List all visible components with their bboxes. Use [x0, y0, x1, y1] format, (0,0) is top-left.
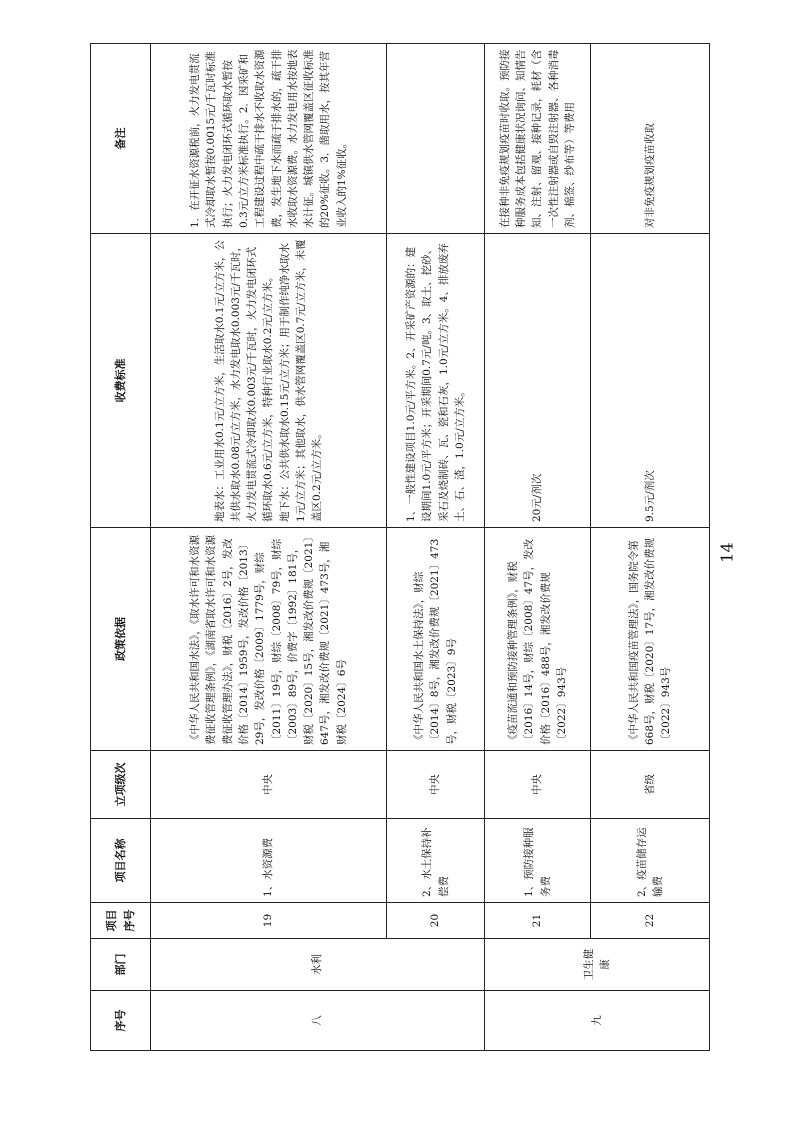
rotated-table-container: [90, 44, 709, 1051]
item-level: 中央: [387, 751, 485, 819]
item-name: 2、疫苗储存运输费: [591, 819, 710, 903]
section-seq: 九: [485, 991, 710, 1051]
item-basis: 《中华人民共和国疫苗管理法》，国务院令第668号，财税〔2020〕17号，湘发改价费规〔2022〕943号: [591, 528, 710, 751]
item-name: 2、水土保持补偿费: [387, 819, 485, 903]
item-standard: [591, 234, 710, 528]
header-item-no: 项目序号: [91, 903, 151, 939]
table-row: [485, 44, 591, 1051]
item-remark: 对非免疫规划疫苗收取: [591, 44, 710, 234]
fee-table: [90, 43, 710, 1051]
table-row: [387, 44, 485, 1051]
section-seq: 八: [151, 991, 485, 1051]
section-dept: 卫生健康: [485, 939, 710, 991]
item-no: 19: [151, 903, 387, 939]
table-row: [151, 44, 387, 1051]
item-no: 21: [485, 903, 591, 939]
item-standard: [387, 234, 485, 528]
item-no: 22: [591, 903, 710, 939]
header-basis: 政策依据: [91, 528, 151, 751]
standard-line: 1、一般性建设项目1.0元/平方米。2、开采矿产资源的：建设期间1.0元/平方米；开采期间0.7元/吨。3、取土、挖砂、采石及烧制砖、瓦、瓷和石灰，1.0元/立方米。4、排放废弃土、石、渣，1.0元/立方米。: [404, 243, 466, 522]
header-dept: 部门: [91, 939, 151, 991]
standard-line: 地表水：工业用水0.1元/立方米，生活取水0.1元/立方米，公共供水取水0.08元/立方米，水力发电取水0.003元/千瓦时，火力发电贯流式冷却取水0.003元/千瓦时，火力发电闭环式循环取水0.6元/立方米，特种行业取水0.2元/立方米。: [213, 240, 275, 522]
item-no: 20: [387, 903, 485, 939]
standard-line: 20元/剂次: [531, 473, 544, 522]
page-number: 14: [717, 542, 737, 563]
item-standard: [485, 234, 591, 528]
item-remark: 1．在开征水资源税前，火力发电贯流式冷却取水暂按0.0015元/千瓦时标准执行；火力发电闭环式循环取水暂按0.3元/立方米标准执行。2．因采矿和工程建设过程中疏干排水不收取水资源费，发生地下水而疏于排水的，疏干排水收取水资源费。水力发电用水按地表水计征。城镇供水管网覆盖区征收标准的20%征收。3．凿取用水，按其年营业收入的1%征收。: [151, 44, 387, 234]
item-name: 1、预防接种服务费: [485, 819, 591, 903]
standard-line: 地下水：公共供水取水0.15元/立方米；用于制作纯净水取水1元/立方米；其他取水，供水管网覆盖区0.7元/立方米，未覆盖区0.2元/立方米。: [278, 239, 324, 522]
standard-line: 9.5元/剂次: [643, 470, 656, 522]
section-dept: 水利: [151, 939, 485, 991]
item-name: 1、水资源费: [151, 819, 387, 903]
item-level: 省级: [591, 751, 710, 819]
item-standard: [151, 234, 387, 528]
item-basis: 《中华人民共和国水法》，《取水许可和水资源费征收管理条例》，《湖南省取水许可和水资源费征收管理办法》，财税〔2016〕2号，发改价格〔2014〕1959号，发改价格〔2013〕29号，发改价格〔2009〕1779号，财综〔2011〕19号，财综〔2008〕79号，财综〔2003〕89号，价费字〔1992〕181号，财税〔2020〕15号，湘发改价费规〔2021〕647号，湘发改价费规〔2021〕473号，湘财税〔2024〕6号: [151, 528, 387, 751]
header-standard: 收费标准: [91, 234, 151, 528]
item-basis: 《疫苗流通和预防接种管理条例》，财税〔2016〕14号，财综〔2008〕47号，发改价格〔2016〕488号，湘发改价费规〔2022〕943号: [485, 528, 591, 751]
header-seq: 序号: [91, 991, 151, 1051]
header-item-name: 项目名称: [91, 819, 151, 903]
header-level: 立项级次: [91, 751, 151, 819]
header-row: [91, 44, 151, 1051]
item-level: 中央: [485, 751, 591, 819]
item-level: 中央: [151, 751, 387, 819]
item-remark: 在接种非免疫规划疫苗时收取。预防接种服务成本包括健康状况询问、知情告知、注射、留观、接种记录，耗材（含一次性注射器或自毁注射器、各种消毒剂、棉签、纱布等）等费用: [485, 44, 591, 234]
item-basis: 《中华人民共和国水土保持法》，财综〔2014〕8号，湘发改价费规〔2021〕473号，财税〔2023〕9号: [387, 528, 485, 751]
table-row: [591, 44, 710, 1051]
item-remark: [387, 44, 485, 234]
header-remark: 备注: [91, 44, 151, 234]
